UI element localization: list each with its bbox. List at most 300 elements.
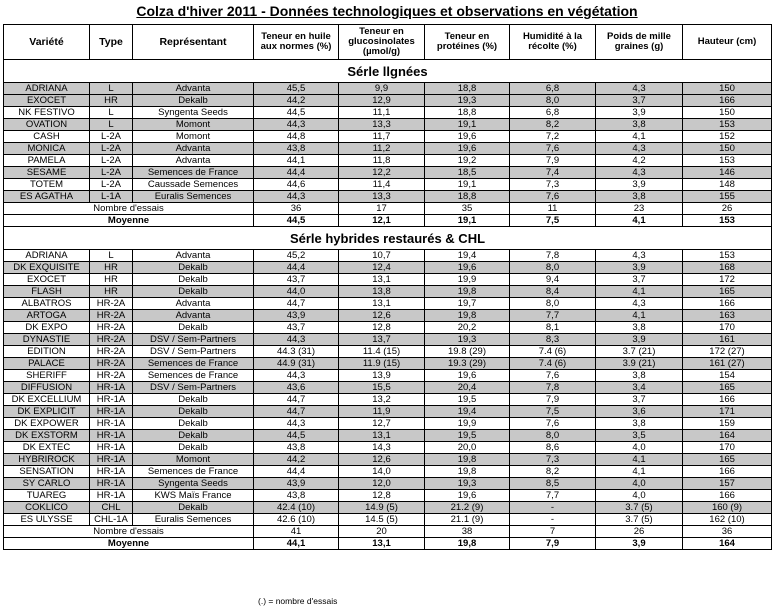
cell-poids: 4,1	[596, 286, 683, 298]
cell-variete: DK EXCELLIUM	[4, 394, 90, 406]
table-row	[4, 298, 772, 310]
cell-humidite: 7,9	[510, 538, 596, 550]
cell-proteines: 19,9	[425, 418, 510, 430]
cell-type: HR-2A	[90, 370, 133, 382]
table-row	[4, 95, 772, 107]
cell-poids: 3,8	[596, 418, 683, 430]
cell-representant: Advanta	[133, 298, 254, 310]
cell-poids: 3,4	[596, 382, 683, 394]
cell-type: HR	[90, 274, 133, 286]
cell-variete: MONICA	[4, 143, 90, 155]
cell-glucosinolates: 9,9	[339, 83, 425, 95]
cell-poids: 3,9	[596, 107, 683, 119]
table-row	[4, 131, 772, 143]
cell-representant: Dekalb	[133, 286, 254, 298]
cell-representant: Dekalb	[133, 418, 254, 430]
cell-type: HR	[90, 286, 133, 298]
cell-poids: 3,7	[596, 274, 683, 286]
cell-type: L-2A	[90, 179, 133, 191]
moyenne-row	[4, 538, 772, 550]
cell-glucosinolates: 13,1	[339, 430, 425, 442]
cell-huile: 36	[254, 203, 339, 215]
cell-poids: 3,9	[596, 179, 683, 191]
cell-humidite: 7.4 (6)	[510, 346, 596, 358]
cell-huile: 44,5	[254, 215, 339, 227]
cell-huile: 43,8	[254, 490, 339, 502]
cell-poids: 3,9	[596, 538, 683, 550]
cell-huile: 44,5	[254, 430, 339, 442]
cell-huile: 44,3	[254, 418, 339, 430]
cell-variete: OVATION	[4, 119, 90, 131]
cell-poids: 4,1	[596, 466, 683, 478]
cell-hauteur: 153	[683, 155, 772, 167]
cell-poids: 4,0	[596, 442, 683, 454]
cell-glucosinolates: 12,0	[339, 478, 425, 490]
cell-huile: 44,3	[254, 334, 339, 346]
cell-variete: EXOCET	[4, 274, 90, 286]
table-row	[4, 107, 772, 119]
table-row	[4, 334, 772, 346]
cell-poids: 3,6	[596, 406, 683, 418]
cell-humidite: 7,7	[510, 490, 596, 502]
cell-variete: DK EXPLICIT	[4, 406, 90, 418]
cell-humidite: 7,2	[510, 131, 596, 143]
cell-huile: 44.9 (31)	[254, 358, 339, 370]
header-glucosinolates: Teneur en glucosinolates (µmol/g)	[339, 25, 425, 60]
cell-glucosinolates: 13,1	[339, 298, 425, 310]
cell-hauteur: 163	[683, 310, 772, 322]
cell-poids: 3.7 (21)	[596, 346, 683, 358]
cell-proteines: 19,3	[425, 334, 510, 346]
cell-representant: Semences de France	[133, 167, 254, 179]
cell-variete: DK EXTEC	[4, 442, 90, 454]
cell-variete: ARTOGA	[4, 310, 90, 322]
cell-hauteur: 26	[683, 203, 772, 215]
section-title: Sérle hybrides restaurés & CHL	[4, 227, 772, 250]
section-title-row	[4, 60, 772, 83]
cell-variete: EXOCET	[4, 95, 90, 107]
cell-proteines: 19,8	[425, 466, 510, 478]
table-row	[4, 430, 772, 442]
cell-type: HR-1A	[90, 406, 133, 418]
cell-humidite: 7,6	[510, 191, 596, 203]
cell-proteines: 19,7	[425, 298, 510, 310]
cell-proteines: 19,6	[425, 370, 510, 382]
cell-hauteur: 166	[683, 394, 772, 406]
cell-poids: 4,1	[596, 131, 683, 143]
cell-proteines: 19,6	[425, 131, 510, 143]
cell-hauteur: 159	[683, 418, 772, 430]
cell-variete: ADRIANA	[4, 250, 90, 262]
cell-poids: 3.7 (5)	[596, 514, 683, 526]
cell-representant: Caussade Semences	[133, 179, 254, 191]
footnote: (.) = nombre d'essais	[258, 596, 338, 606]
cell-proteines: 19,8	[425, 454, 510, 466]
cell-proteines: 19,4	[425, 406, 510, 418]
cell-hauteur: 150	[683, 107, 772, 119]
cell-humidite: 8,3	[510, 334, 596, 346]
cell-glucosinolates: 17	[339, 203, 425, 215]
cell-glucosinolates: 12,6	[339, 310, 425, 322]
cell-poids: 3.7 (5)	[596, 502, 683, 514]
cell-glucosinolates: 13,2	[339, 394, 425, 406]
cell-representant: Dekalb	[133, 262, 254, 274]
table-row	[4, 346, 772, 358]
cell-hauteur: 172	[683, 274, 772, 286]
header-hauteur: Hauteur (cm)	[683, 25, 772, 60]
cell-huile: 44,5	[254, 107, 339, 119]
cell-huile: 44,7	[254, 298, 339, 310]
cell-proteines: 19,6	[425, 490, 510, 502]
cell-poids: 4,1	[596, 310, 683, 322]
cell-hauteur: 160 (9)	[683, 502, 772, 514]
cell-representant: Advanta	[133, 310, 254, 322]
cell-variete: SESAME	[4, 167, 90, 179]
header-type: Type	[90, 25, 133, 60]
cell-variete: DIFFUSION	[4, 382, 90, 394]
cell-humidite: 9,4	[510, 274, 596, 286]
table-row	[4, 310, 772, 322]
cell-glucosinolates: 12,8	[339, 490, 425, 502]
cell-glucosinolates: 12,9	[339, 95, 425, 107]
cell-hauteur: 150	[683, 143, 772, 155]
cell-proteines: 19,8	[425, 538, 510, 550]
cell-representant: Dekalb	[133, 274, 254, 286]
cell-variete: DK EXPO	[4, 322, 90, 334]
cell-type: HR-1A	[90, 478, 133, 490]
cell-glucosinolates: 14.9 (5)	[339, 502, 425, 514]
cell-huile: 42.6 (10)	[254, 514, 339, 526]
header-proteines: Teneur en protéines (%)	[425, 25, 510, 60]
cell-variete: ADRIANA	[4, 83, 90, 95]
cell-hauteur: 155	[683, 191, 772, 203]
cell-representant: Dekalb	[133, 406, 254, 418]
cell-hauteur: 148	[683, 179, 772, 191]
cell-humidite: 7,5	[510, 406, 596, 418]
table-row	[4, 143, 772, 155]
cell-proteines: 19,8	[425, 310, 510, 322]
cell-hauteur: 168	[683, 262, 772, 274]
cell-glucosinolates: 13,7	[339, 334, 425, 346]
cell-glucosinolates: 12,6	[339, 454, 425, 466]
table-row	[4, 466, 772, 478]
table-row	[4, 179, 772, 191]
cell-humidite: 7,3	[510, 454, 596, 466]
cell-type: CHL	[90, 502, 133, 514]
table-row	[4, 454, 772, 466]
cell-representant: Momont	[133, 454, 254, 466]
cell-variete: TOTEM	[4, 179, 90, 191]
cell-representant: Euralis Semences	[133, 514, 254, 526]
cell-proteines: 18,8	[425, 83, 510, 95]
cell-huile: 44,2	[254, 95, 339, 107]
cell-variete: PALACE	[4, 358, 90, 370]
cell-representant: Momont	[133, 131, 254, 143]
cell-type: HR	[90, 95, 133, 107]
cell-humidite: 8,0	[510, 95, 596, 107]
cell-variete: CASH	[4, 131, 90, 143]
section-title: Sérle llgnées	[4, 60, 772, 83]
cell-huile: 44,6	[254, 179, 339, 191]
cell-glucosinolates: 11,8	[339, 155, 425, 167]
cell-huile: 44,0	[254, 286, 339, 298]
cell-proteines: 21.1 (9)	[425, 514, 510, 526]
cell-representant: Semences de France	[133, 370, 254, 382]
cell-type: HR-2A	[90, 310, 133, 322]
table-row	[4, 418, 772, 430]
cell-representant: Dekalb	[133, 442, 254, 454]
cell-proteines: 18,5	[425, 167, 510, 179]
cell-representant: Dekalb	[133, 502, 254, 514]
cell-poids: 4,3	[596, 83, 683, 95]
cell-humidite: 7,9	[510, 155, 596, 167]
cell-humidite: 6,8	[510, 107, 596, 119]
cell-proteines: 19,5	[425, 430, 510, 442]
cell-variete: FLASH	[4, 286, 90, 298]
cell-hauteur: 161 (27)	[683, 358, 772, 370]
cell-humidite: 7,6	[510, 370, 596, 382]
table-row	[4, 119, 772, 131]
cell-hauteur: 36	[683, 526, 772, 538]
cell-huile: 44,4	[254, 262, 339, 274]
cell-huile: 44,3	[254, 191, 339, 203]
cell-variete: PAMELA	[4, 155, 90, 167]
cell-huile: 44,2	[254, 454, 339, 466]
cell-glucosinolates: 11.9 (15)	[339, 358, 425, 370]
section-title-row	[4, 227, 772, 250]
cell-glucosinolates: 12,1	[339, 215, 425, 227]
table-row	[4, 262, 772, 274]
cell-variete: SENSATION	[4, 466, 90, 478]
cell-glucosinolates: 12,7	[339, 418, 425, 430]
cell-type: HR-1A	[90, 418, 133, 430]
cell-type: HR-1A	[90, 394, 133, 406]
cell-variete: NK FESTIVO	[4, 107, 90, 119]
cell-poids: 4,0	[596, 490, 683, 502]
cell-glucosinolates: 11,7	[339, 131, 425, 143]
cell-humidite: 8,6	[510, 442, 596, 454]
cell-huile: 43,7	[254, 274, 339, 286]
cell-glucosinolates: 13,3	[339, 119, 425, 131]
cell-humidite: 8,0	[510, 298, 596, 310]
cell-glucosinolates: 12,2	[339, 167, 425, 179]
cell-huile: 43,9	[254, 478, 339, 490]
cell-proteines: 19,3	[425, 478, 510, 490]
cell-humidite: -	[510, 502, 596, 514]
cell-hauteur: 153	[683, 119, 772, 131]
cell-variete: DK EXSTORM	[4, 430, 90, 442]
cell-poids: 3,8	[596, 191, 683, 203]
cell-poids: 4,0	[596, 478, 683, 490]
cell-variete: ALBATROS	[4, 298, 90, 310]
cell-humidite: 6,8	[510, 83, 596, 95]
cell-type: HR-1A	[90, 490, 133, 502]
cell-proteines: 19,1	[425, 215, 510, 227]
cell-type: HR-1A	[90, 442, 133, 454]
nombre-essais-label: Nombre d'essais	[4, 526, 254, 538]
cell-hauteur: 152	[683, 131, 772, 143]
cell-humidite: -	[510, 514, 596, 526]
cell-glucosinolates: 13,1	[339, 274, 425, 286]
cell-huile: 44,4	[254, 167, 339, 179]
cell-huile: 45,2	[254, 250, 339, 262]
cell-glucosinolates: 13,8	[339, 286, 425, 298]
table-row	[4, 250, 772, 262]
cell-poids: 23	[596, 203, 683, 215]
cell-hauteur: 162 (10)	[683, 514, 772, 526]
cell-type: L-2A	[90, 143, 133, 155]
cell-hauteur: 146	[683, 167, 772, 179]
cell-glucosinolates: 12,4	[339, 262, 425, 274]
cell-type: HR-1A	[90, 382, 133, 394]
cell-proteines: 20,4	[425, 382, 510, 394]
cell-representant: Advanta	[133, 250, 254, 262]
cell-hauteur: 166	[683, 95, 772, 107]
cell-proteines: 35	[425, 203, 510, 215]
cell-humidite: 7,9	[510, 394, 596, 406]
cell-representant: Syngenta Seeds	[133, 478, 254, 490]
cell-humidite: 8,4	[510, 286, 596, 298]
table-row	[4, 394, 772, 406]
cell-glucosinolates: 11,1	[339, 107, 425, 119]
cell-type: HR-2A	[90, 334, 133, 346]
nombre-essais-label: Nombre d'essais	[4, 203, 254, 215]
cell-humidite: 11	[510, 203, 596, 215]
cell-variete: DK EXPOWER	[4, 418, 90, 430]
cell-representant: DSV / Sem-Partners	[133, 346, 254, 358]
cell-variete: SHERIFF	[4, 370, 90, 382]
cell-variete: SY CARLO	[4, 478, 90, 490]
cell-variete: TUAREG	[4, 490, 90, 502]
cell-glucosinolates: 13,9	[339, 370, 425, 382]
cell-hauteur: 170	[683, 322, 772, 334]
cell-proteines: 19,1	[425, 179, 510, 191]
cell-variete: COKLICO	[4, 502, 90, 514]
header-huile: Teneur en huile aux normes (%)	[254, 25, 339, 60]
cell-humidite: 8,2	[510, 466, 596, 478]
cell-type: HR-2A	[90, 346, 133, 358]
cell-huile: 44,4	[254, 466, 339, 478]
cell-hauteur: 164	[683, 430, 772, 442]
cell-type: HR-1A	[90, 430, 133, 442]
cell-huile: 43,9	[254, 310, 339, 322]
cell-type: CHL-1A	[90, 514, 133, 526]
cell-poids: 3,7	[596, 95, 683, 107]
cell-humidite: 8,2	[510, 119, 596, 131]
cell-humidite: 7,8	[510, 250, 596, 262]
cell-variete: ES AGATHA	[4, 191, 90, 203]
cell-huile: 43,8	[254, 442, 339, 454]
cell-proteines: 19.3 (29)	[425, 358, 510, 370]
cell-representant: Dekalb	[133, 430, 254, 442]
cell-proteines: 19,6	[425, 143, 510, 155]
cell-representant: Advanta	[133, 83, 254, 95]
cell-proteines: 19,5	[425, 394, 510, 406]
cell-huile: 41	[254, 526, 339, 538]
table-row	[4, 478, 772, 490]
cell-humidite: 7,6	[510, 143, 596, 155]
cell-representant: Dekalb	[133, 394, 254, 406]
moyenne-label: Moyenne	[4, 538, 254, 550]
cell-poids: 3,8	[596, 322, 683, 334]
table-row	[4, 274, 772, 286]
cell-humidite: 7,6	[510, 418, 596, 430]
cell-glucosinolates: 12,8	[339, 322, 425, 334]
header-representant: Représentant	[133, 25, 254, 60]
cell-hauteur: 153	[683, 250, 772, 262]
moyenne-row	[4, 215, 772, 227]
nombre-essais-row	[4, 203, 772, 215]
moyenne-label: Moyenne	[4, 215, 254, 227]
cell-variete: HYBRIROCK	[4, 454, 90, 466]
cell-representant: DSV / Sem-Partners	[133, 334, 254, 346]
cell-huile: 42.4 (10)	[254, 502, 339, 514]
cell-poids: 4,1	[596, 215, 683, 227]
header-humidite: Humidité à la récolte (%)	[510, 25, 596, 60]
header-variete: Variété	[4, 25, 90, 60]
cell-representant: Dekalb	[133, 322, 254, 334]
cell-humidite: 7,5	[510, 215, 596, 227]
cell-proteines: 19,4	[425, 250, 510, 262]
table-body	[4, 60, 772, 550]
cell-hauteur: 154	[683, 370, 772, 382]
cell-proteines: 38	[425, 526, 510, 538]
cell-hauteur: 164	[683, 538, 772, 550]
cell-poids: 4,3	[596, 298, 683, 310]
cell-proteines: 19,1	[425, 119, 510, 131]
cell-type: L	[90, 119, 133, 131]
cell-representant: DSV / Sem-Partners	[133, 382, 254, 394]
cell-representant: Semences de France	[133, 358, 254, 370]
cell-humidite: 8,0	[510, 262, 596, 274]
cell-variete: EDITION	[4, 346, 90, 358]
cell-proteines: 21.2 (9)	[425, 502, 510, 514]
cell-huile: 43,8	[254, 143, 339, 155]
table-row	[4, 83, 772, 95]
cell-hauteur: 172 (27)	[683, 346, 772, 358]
cell-variete: DYNASTIE	[4, 334, 90, 346]
table-row	[4, 167, 772, 179]
cell-glucosinolates: 11.4 (15)	[339, 346, 425, 358]
cell-proteines: 20,0	[425, 442, 510, 454]
cell-humidite: 7,4	[510, 167, 596, 179]
cell-poids: 3,9	[596, 334, 683, 346]
cell-glucosinolates: 14.5 (5)	[339, 514, 425, 526]
table-row	[4, 358, 772, 370]
cell-type: HR	[90, 262, 133, 274]
cell-hauteur: 157	[683, 478, 772, 490]
cell-type: L-2A	[90, 167, 133, 179]
cell-type: L	[90, 250, 133, 262]
cell-hauteur: 165	[683, 382, 772, 394]
table-row	[4, 286, 772, 298]
cell-huile: 44,8	[254, 131, 339, 143]
cell-humidite: 8,0	[510, 430, 596, 442]
cell-poids: 4,3	[596, 250, 683, 262]
nombre-essais-row	[4, 526, 772, 538]
cell-hauteur: 171	[683, 406, 772, 418]
cell-representant: Euralis Semences	[133, 191, 254, 203]
cell-representant: Syngenta Seeds	[133, 107, 254, 119]
cell-hauteur: 161	[683, 334, 772, 346]
cell-glucosinolates: 14,3	[339, 442, 425, 454]
cell-hauteur: 166	[683, 466, 772, 478]
cell-glucosinolates: 14,0	[339, 466, 425, 478]
cell-type: L	[90, 107, 133, 119]
cell-proteines: 19,2	[425, 155, 510, 167]
cell-representant: KWS Maïs France	[133, 490, 254, 502]
cell-humidite: 7	[510, 526, 596, 538]
